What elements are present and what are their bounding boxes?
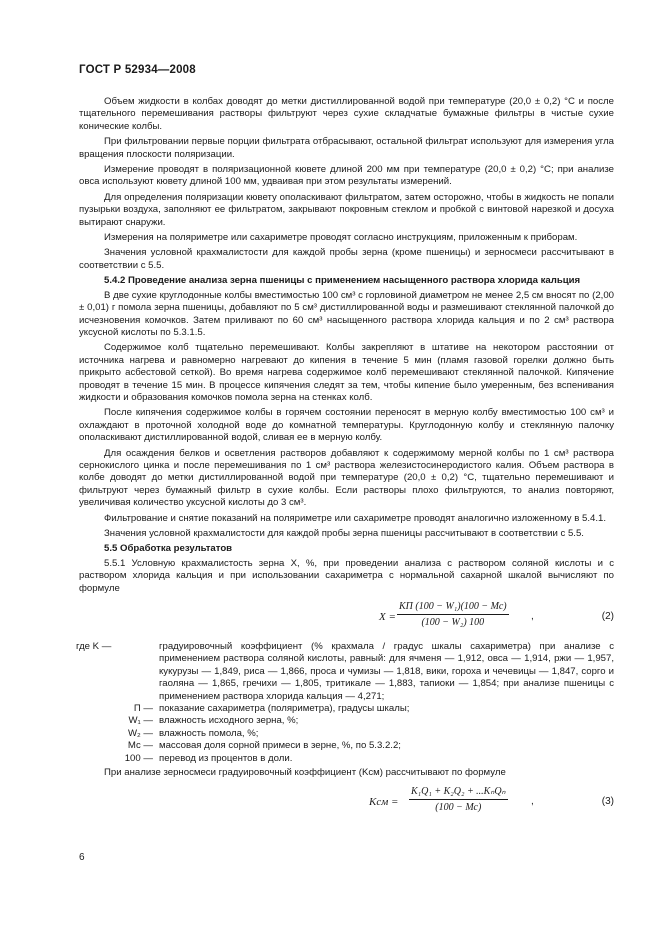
definition-text: влажность исходного зерна, %; — [159, 715, 299, 727]
definition-item — [79, 703, 614, 715]
paragraph: При анализе зерносмеси градуировочный коэффициент (Kсм) рассчитывают по формуле — [104, 767, 506, 779]
formula-lhs: Kсм = — [369, 795, 399, 808]
definition-symbol: Мс — — [127, 740, 153, 752]
standard-header: ГОСТ Р 52934—2008 — [79, 64, 196, 76]
paragraph: Измерение проводят в поляризационной кювете длиной 200 мм при температуре (20,0 ± 0,2) °С; при анализе овса используют кювету длиной 100 мм, удваивая при этом результаты измерений. — [79, 164, 614, 188]
definition-item — [79, 715, 614, 727]
formula-denominator: (100 − Мс) — [435, 801, 482, 813]
paragraph: При фильтровании первые порции фильтрата отбрасывают, остальной фильтрат используют для измерения угла вращения плоскости поляризации. — [79, 136, 614, 160]
definition-item — [79, 753, 614, 765]
definition-text: градуировочный коэффициент (% крахмала / градус шкалы сахариметра) при анализе с применением раствора соляной кислоты, равный: для ячменя — 1,912, овса — 1,914, ржи — 1,957, кукурузы — 1,849, риса — 1,866, проса и чумизы — 1,818, вики, гороха и чечевицы — 1,847, сорго и гаоляна — 1,865, гречихи — 1,805, тритикале — 1,883, тапиоки — 1,854; при анализе пшеницы с применением раствора хлорида кальция — 4,271; — [159, 641, 614, 702]
formula-tail: , — [531, 611, 534, 623]
paragraph: После кипячения содержимое колбы в горячем состоянии переносят в мерную колбу вместимостью 100 см³ и охлаждают в проточной холодной воде до комнатной температуры. Круглодонную колбу и стеклянную палочку ополаскивают дистиллированной водой, сливая ее в мерную колбу. — [79, 407, 614, 444]
formula-lhs: X = — [379, 611, 396, 624]
definition-text: массовая доля сорной примеси в зерне, %, по 5.3.2.2; — [159, 740, 401, 752]
document-body — [76, 96, 614, 826]
paragraph: Значения условной крахмалистости для каждой пробы зерна пшеницы рассчитывают в соответствии с 5.5. — [104, 528, 584, 539]
formula-numerator: КП (100 − W₁)(100 − Мс) — [397, 601, 509, 615]
paragraph: Для осаждения белков и осветления растворов добавляют к содержимому мерной колбы по 1 см³ раствора сернокислого цинка и после перемешивания по 1 см³ раствора железистосинеродистого калия. Объем раствора в колбе доводят до метки дистиллированной водой при температуре (20,0 ± 0,2) °С, тщательно перемешивают и фильтруют через бумажный фильтр в сухие колбы. Если растворы плохо фильтруются, то анализ повторяют, увеличивая количество уксусной кислоты до 3 см³. — [79, 447, 614, 509]
definition-symbol: где K — — [76, 641, 112, 653]
paragraph: В две сухие круглодонные колбы вместимостью 100 см³ с горловиной диаметром не менее 2,5 см вносят по (2,00 ± 0,01) г помола зерна пшеницы, добавляют по 5 см³ дистиллированной воды и размешивают стеклянной палочкой до исчезновения комочков. Затем приливают по 60 см³ насыщенного раствора хлорида кальция и по 2 см³ раствора уксусной кислоты по 5.3.1.5. — [79, 289, 614, 338]
variable-definitions — [76, 641, 614, 765]
paragraph: Объем жидкости в колбах доводят до метки дистиллированной водой при температуре (20,0 ± 0,2) °С и после тщательного перемешивания растворы фильтруют через сухие складчатые бумажные фильтры в чистые сухие конические колбы. — [79, 96, 614, 132]
definition-text: влажность помола, %; — [159, 727, 259, 739]
paragraph: Содержимое колб тщательно перемешивают. Колбы закрепляют в штативе на некотором расстоянии от источника нагрева и равномерно нагревают до кипения в течение 5 мин (пламя газовой горелки должно быть прикрыто асбестовой сеткой). Во время нагрева содержимое колб перемешивают стеклянной палочкой. Кипячение проводят в течение 15 мин. В процессе кипячения следят за тем, чтобы кипение было умеренным, без вспенивания жидкости и образования комочков помола зерна на стенках колб. — [79, 342, 614, 403]
page-number: 6 — [79, 852, 85, 863]
paragraph: Измерения на поляриметре или сахариметре проводят согласно инструкциям, приложенным к приборам. — [104, 232, 578, 244]
formula-fraction — [409, 786, 508, 815]
definition-symbol: W₁ — — [128, 715, 153, 727]
definition-symbol: W₂ — — [127, 727, 153, 739]
definition-item — [76, 641, 614, 703]
formula-denominator: (100 − W₂) 100 — [421, 617, 485, 629]
definition-text: перевод из процентов в доли. — [159, 752, 293, 764]
section-heading-5-4-2: 5.4.2 Проведение анализа зерна пшеницы с применением насыщенного раствора хлорида кальция — [104, 275, 581, 287]
definition-symbol: 100 — — [124, 752, 153, 764]
formula-3 — [79, 786, 614, 822]
formula-numerator: K₁Q₁ + K₂Q₂ + ...KₙQₙ — [409, 786, 508, 800]
definition-item — [79, 728, 614, 740]
formula-tail: , — [531, 795, 534, 807]
definition-text: показание сахариметра (поляриметра), градусы шкалы; — [159, 703, 410, 715]
paragraph: Значения условной крахмалистости для каждой пробы зерна (кроме пшеницы) и зерносмеси рассчитывают в соответствии с 5.5. — [79, 247, 614, 271]
paragraph: Фильтрование и снятие показаний на поляриметре или сахариметре проводят аналогично изложенному в 5.4.1. — [104, 512, 607, 524]
definition-item — [79, 740, 614, 752]
equation-number: (3) — [601, 795, 614, 807]
formula-fraction — [397, 601, 509, 630]
equation-number: (2) — [601, 611, 614, 623]
paragraph: 5.5.1 Условную крахмалистость зерна X, %, при проведении анализа с раствором соляной кислоты и с раствором хлорида кальция и при использовании сахариметра с нормальной сахарной шкалой вычисляют по формуле — [79, 557, 614, 594]
section-heading-5-5: 5.5 Обработка результатов — [104, 543, 233, 555]
definition-symbol: П — — [133, 703, 153, 715]
formula-2 — [79, 601, 614, 637]
paragraph: Для определения поляризации кювету ополаскивают фильтратом, затем осторожно, чтобы в жидкость не попали пузырьки воздуха, заполняют ее фильтратом, закрывают покровным стеклом и пробкой с винтовой нарезкой и досуха вытирают снаружи. — [79, 191, 614, 228]
